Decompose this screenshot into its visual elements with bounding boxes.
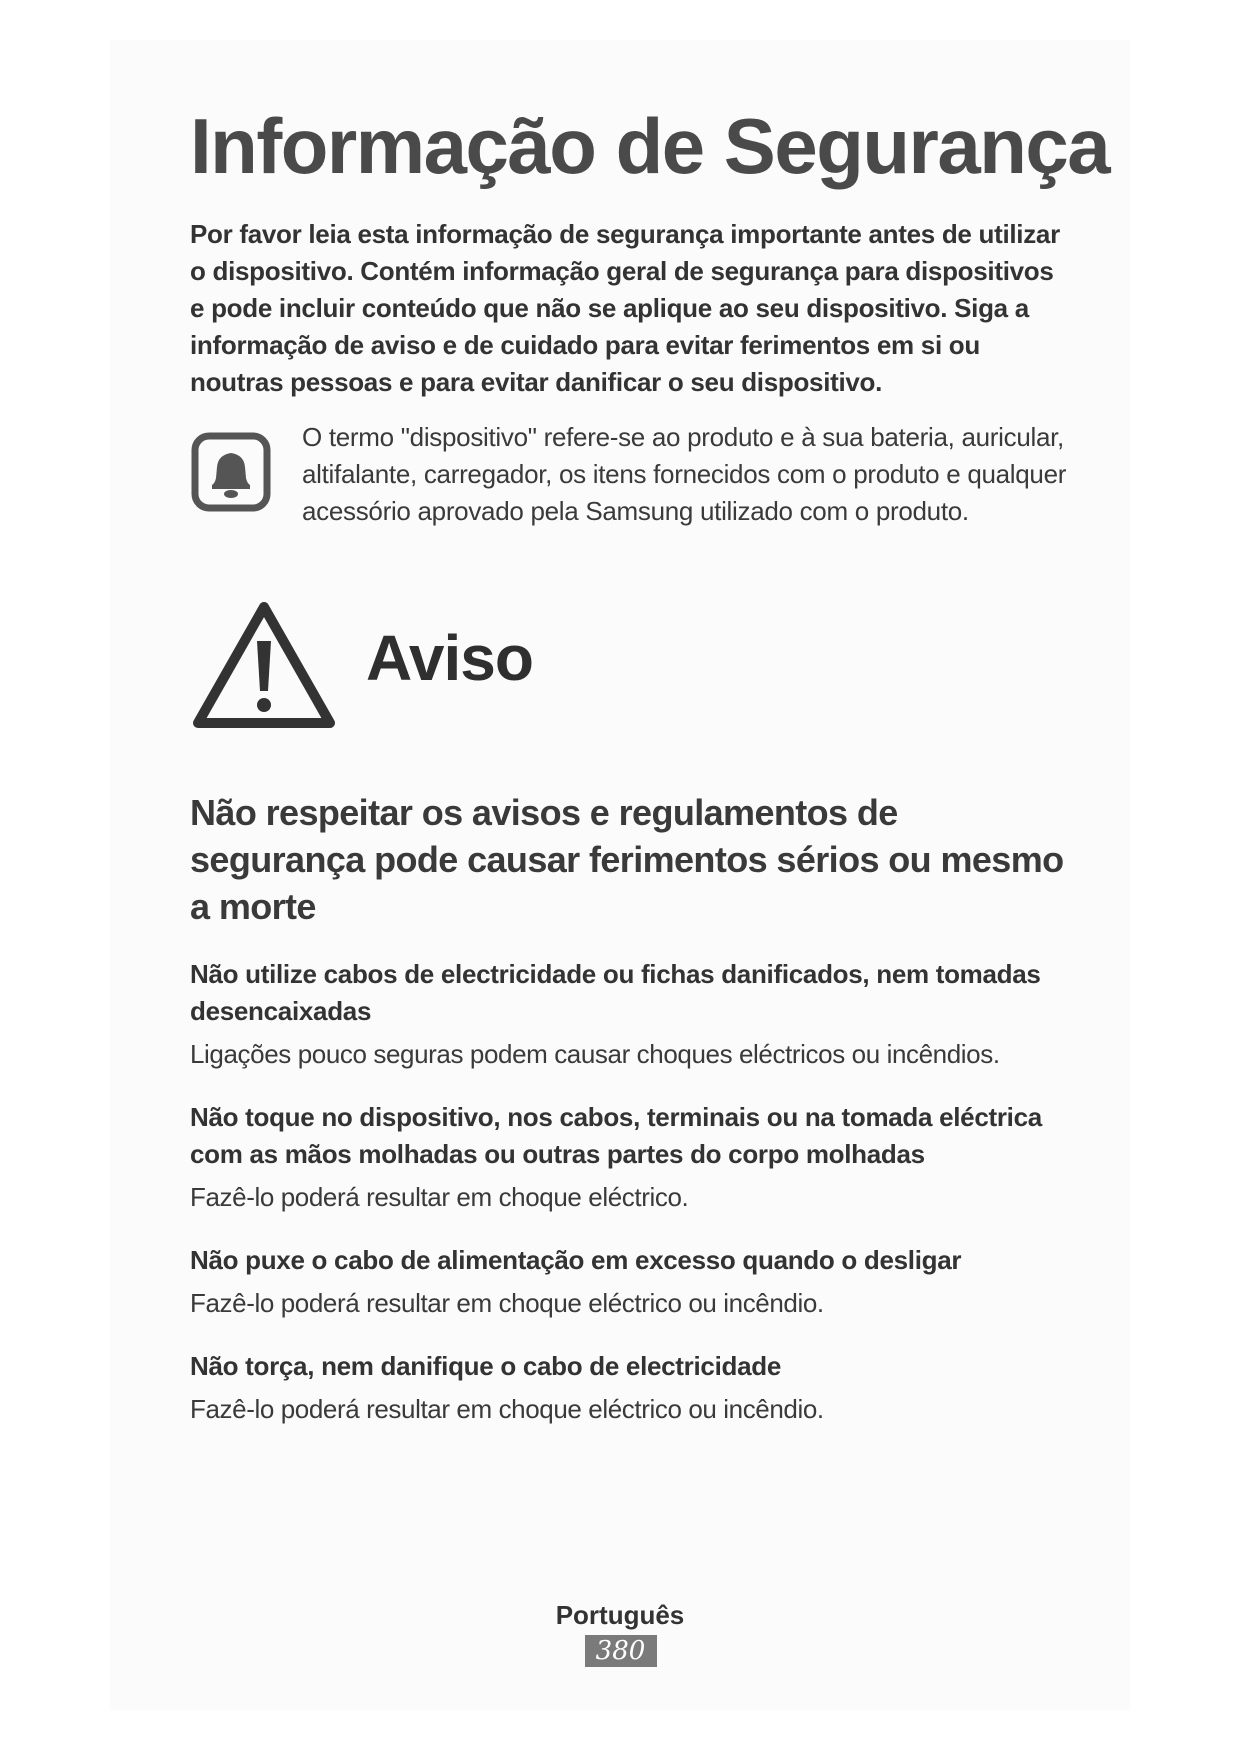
item-heading: Não puxe o cabo de alimentação em excesso quando o desligar [190,1244,962,1275]
item-body: Fazê-lo poderá resultar em choque eléctrico ou incêndio. [190,1287,824,1318]
item-body: Fazê-lo poderá resultar em choque eléctrico. [190,1181,689,1212]
item-heading: Não torça, nem danifique o cabo de electricidade [190,1350,781,1381]
page-footer [0,1600,1241,1667]
item-heading: Não toque no dispositivo, nos cabos, terminais ou na tomada eléctrica com as mãos molhadas ou outras partes do corpo molhadas [190,1101,1042,1169]
intro-paragraph: Por favor leia esta informação de segurança importante antes de utilizar o dispositivo. Contém informação geral de segurança para dispositivos e pode incluir conteúdo que não se aplique ao seu dispositivo. Siga a informação de aviso e de cuidado para evitar ferimentos em si ou noutras pessoas e para evitar danificar o seu dispositivo. [190,218,1060,397]
safety-item [190,1348,1070,1428]
warning-label: Aviso [366,621,533,694]
warning-triangle-icon [190,599,338,731]
safety-item [190,956,1070,1073]
document-content [190,100,1110,1428]
warning-header [190,599,1070,739]
safety-item [190,1242,1070,1322]
note-block [190,419,1070,569]
page-title: Informação de Segurança [190,102,1110,190]
page-number: 380 [585,1635,657,1667]
section-title: Não respeitar os avisos e regulamentos de segurança pode causar ferimentos sérios ou mesmo a morte [190,791,1064,927]
item-body: Fazê-lo poderá resultar em choque eléctrico ou incêndio. [190,1393,824,1424]
notice-bell-icon [190,431,272,513]
safety-item [190,1099,1070,1216]
footer-language: Português [555,1600,685,1630]
item-body: Ligações pouco seguras podem causar choques eléctricos ou incêndios. [190,1038,1000,1069]
note-text: O termo "dispositivo" refere-se ao produto e à sua bateria, auricular, altifalante, carregador, os itens fornecidos com o produto e qualquer acessório aprovado pela Samsung utilizado com o produto. [302,421,1067,526]
item-heading: Não utilize cabos de electricidade ou fichas danificados, nem tomadas desencaixadas [190,958,1041,1026]
